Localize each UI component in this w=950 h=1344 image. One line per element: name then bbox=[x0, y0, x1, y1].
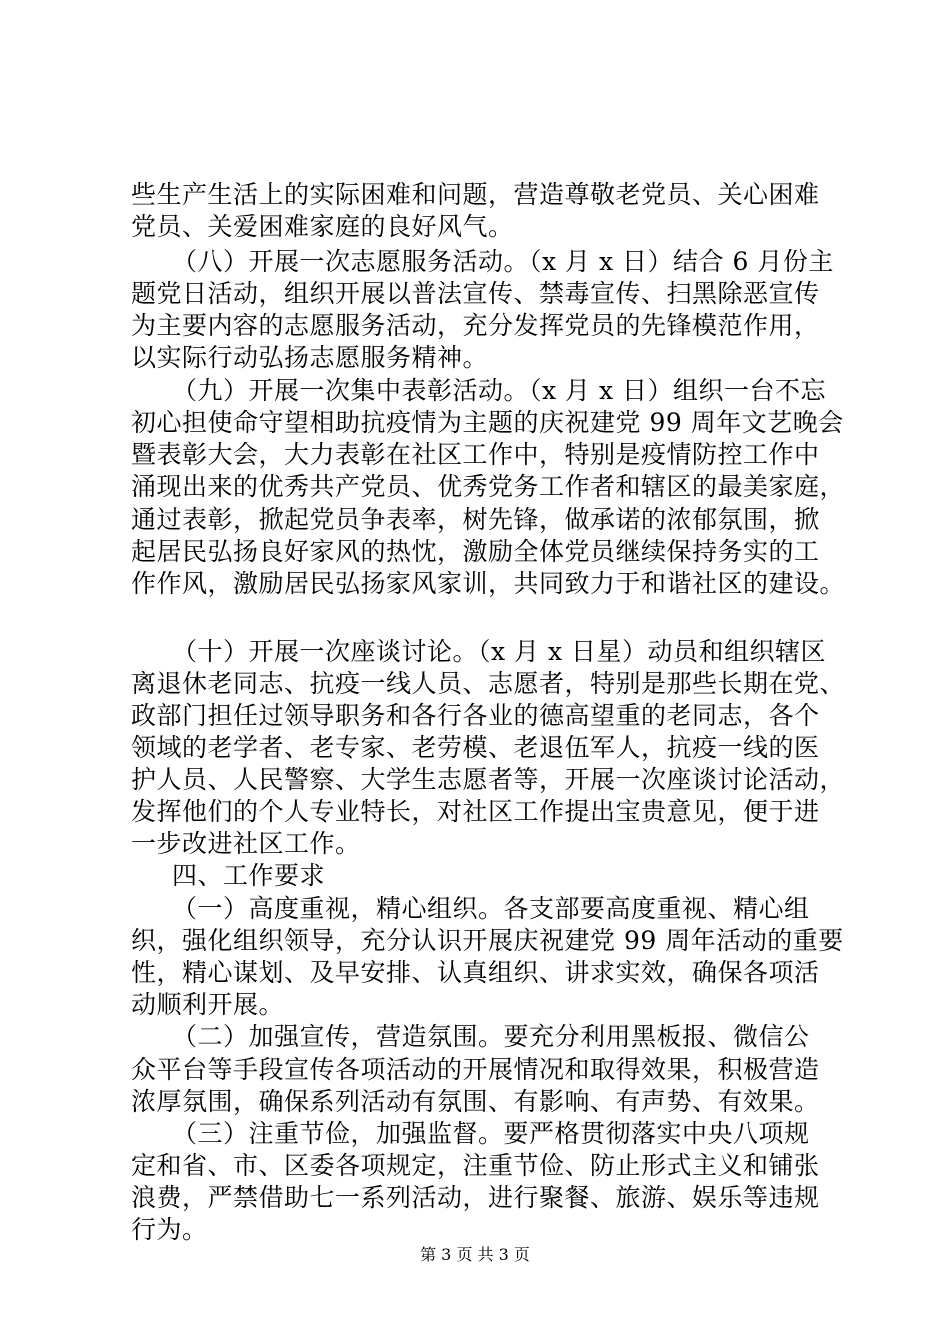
text-line: 动顺利开展。 bbox=[131, 990, 285, 1019]
text-line: （二）加强宣传，营造氛围。要充分利用黑板报、微信公 bbox=[172, 1022, 810, 1051]
text-line: （一）高度重视，精心组织。各支部要高度重视、精心组 bbox=[172, 894, 810, 923]
text-line: 暨表彰大会，大力表彰在社区工作中，特别是疫情防控工作中 bbox=[131, 440, 820, 469]
text-line: 政部门担任过领导职务和各行各业的德高望重的老同志，各个 bbox=[131, 701, 820, 730]
text-line: 性，精心谋划、及早安排、认真组织、讲求实效，确保各项活 bbox=[131, 958, 820, 987]
text-line: 护人员、人民警察、大学生志愿者等，开展一次座谈讨论活动， bbox=[131, 765, 846, 794]
text-line: （八）开展一次志愿服务活动。（x 月 x 日）结合 6 月份主 bbox=[172, 247, 834, 276]
text-line: 发挥他们的个人专业特长，对社区工作提出宝贵意见，便于进 bbox=[131, 797, 820, 826]
text-line: （九）开展一次集中表彰活动。（x 月 x 日）组织一台不忘 bbox=[172, 376, 827, 405]
text-line: 为主要内容的志愿服务活动，充分发挥党员的先锋模范作用， bbox=[131, 311, 820, 340]
text-line: 些生产生活上的实际困难和问题，营造尊敬老党员、关心困难 bbox=[131, 180, 820, 209]
text-line: 初心担使命守望相助抗疫情为主题的庆祝建党 99 周年文艺晚会 bbox=[131, 408, 844, 437]
text-line: 定和省、市、区委各项规定，注重节俭、防止形式主义和铺张 bbox=[131, 1151, 820, 1180]
text-line: 起居民弘扬良好家风的热忱，激励全体党员继续保持务实的工 bbox=[131, 537, 820, 566]
text-line: 行为。 bbox=[131, 1215, 208, 1244]
text-line: 题党日活动，组织开展以普法宣传、禁毒宣传、扫黑除恶宣传 bbox=[131, 279, 820, 308]
text-line: 浪费，严禁借助七一系列活动，进行聚餐、旅游、娱乐等违规 bbox=[131, 1183, 820, 1212]
text-line: 织，强化组织领导，充分认识开展庆祝建党 99 周年活动的重要 bbox=[131, 926, 844, 955]
text-line: 以实际行动弘扬志愿服务精神。 bbox=[131, 343, 489, 372]
page-number-footer: 第 3 页 共 3 页 bbox=[420, 1245, 530, 1264]
text-line: 众平台等手段宣传各项活动的开展情况和取得效果，积极营造 bbox=[131, 1055, 820, 1084]
text-line: 离退休老同志、抗疫一线人员、志愿者，特别是那些长期在党、 bbox=[131, 669, 846, 698]
text-line: 涌现出来的优秀共产党员、优秀党务工作者和辖区的最美家庭， bbox=[131, 472, 846, 501]
text-line: 一步改进社区工作。 bbox=[131, 829, 361, 858]
text-line: （十）开展一次座谈讨论。（x 月 x 日星）动员和组织辖区 bbox=[172, 637, 827, 666]
text-line: 通过表彰，掀起党员争表率，树先锋，做承诺的浓郁氛围，掀 bbox=[131, 505, 820, 534]
text-line: 党员、关爱困难家庭的良好风气。 bbox=[131, 212, 514, 241]
text-line: 领域的老学者、老专家、老劳模、老退伍军人，抗疫一线的医 bbox=[131, 733, 820, 762]
text-line: 作作风，激励居民弘扬家风家训，共同致力于和谐社区的建设。 bbox=[131, 569, 846, 598]
section-heading: 四、工作要求 bbox=[172, 861, 326, 890]
text-line: （三）注重节俭，加强监督。要严格贯彻落实中央八项规 bbox=[172, 1119, 810, 1148]
text-line: 浓厚氛围，确保系列活动有氛围、有影响、有声势、有效果。 bbox=[131, 1087, 820, 1116]
